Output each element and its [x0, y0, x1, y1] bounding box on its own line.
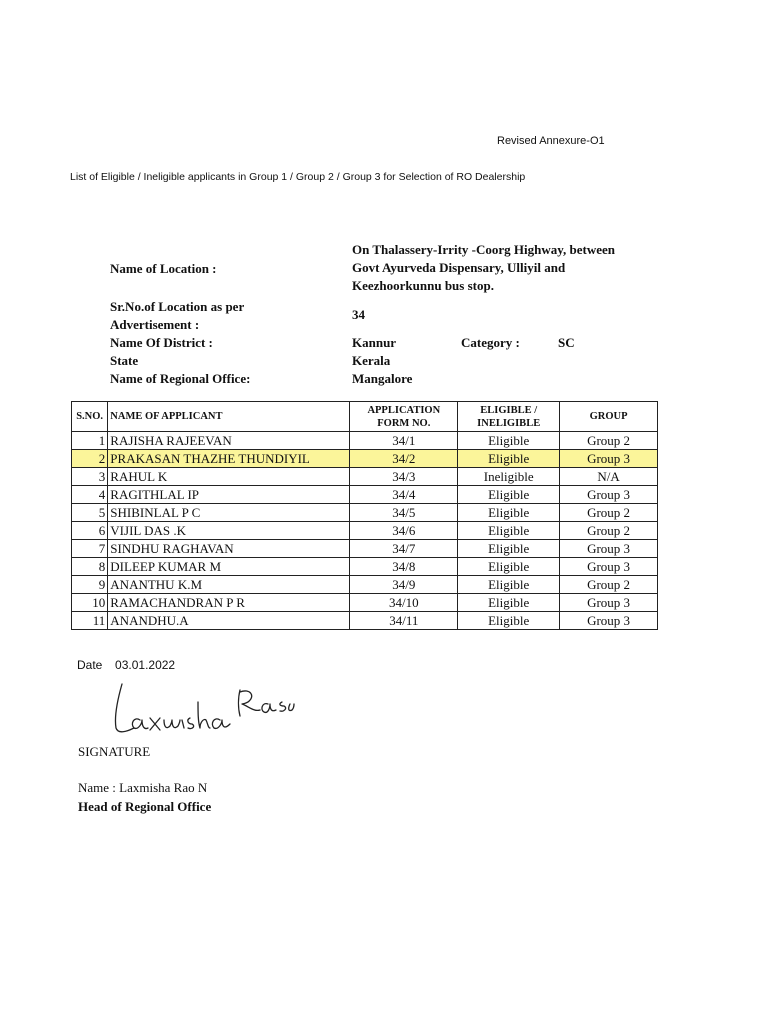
location-value-line: Govt Ayurveda Dispensary, Ulliyil and	[352, 260, 566, 275]
cell-name: VIJIL DAS .K	[108, 522, 350, 540]
srno-label	[110, 298, 244, 334]
state-value: Kerala	[352, 353, 391, 368]
cell-group: Group 3	[560, 612, 658, 630]
cell-group: Group 3	[560, 450, 658, 468]
col-header-eligibility	[458, 402, 560, 432]
col-header-sno: S.NO.	[72, 402, 108, 432]
location-value-line: Keezhoorkunnu bus stop.	[352, 278, 494, 293]
state-label: State	[110, 353, 139, 368]
regional-office-value: Mangalore	[352, 371, 413, 386]
cell-group: Group 3	[560, 594, 658, 612]
col-header-form	[350, 402, 458, 432]
cell-form-no: 34/6	[350, 522, 458, 540]
table-row	[72, 558, 658, 576]
cell-form-no: 34/11	[350, 612, 458, 630]
signature-label: SIGNATURE	[78, 744, 151, 759]
cell-sno: 5	[72, 504, 108, 522]
table-row	[72, 594, 658, 612]
table-row	[72, 432, 658, 450]
location-label: Name of Location :	[110, 261, 217, 276]
cell-form-no: 34/9	[350, 576, 458, 594]
cell-sno: 2	[72, 450, 108, 468]
cell-form-no: 34/5	[350, 504, 458, 522]
annexure-label: Revised Annexure-O1	[497, 135, 605, 147]
cell-form-no: 34/7	[350, 540, 458, 558]
signatory-designation: Head of Regional Office	[78, 799, 212, 814]
cell-form-no: 34/1	[350, 432, 458, 450]
cell-group: Group 2	[560, 522, 658, 540]
cell-sno: 1	[72, 432, 108, 450]
cell-status: Eligible	[458, 522, 560, 540]
category-label: Category :	[461, 335, 520, 350]
location-value	[352, 241, 615, 295]
table-row	[72, 576, 658, 594]
cell-name: DILEEP KUMAR M	[108, 558, 350, 576]
cell-name: ANANTHU K.M	[108, 576, 350, 594]
col-header-form-line: APPLICATION	[367, 404, 441, 416]
table-row	[72, 540, 658, 558]
cell-status: Eligible	[458, 486, 560, 504]
cell-name: RAGITHLAL IP	[108, 486, 350, 504]
category-value: SC	[558, 335, 575, 350]
cell-form-no: 34/2	[350, 450, 458, 468]
cell-status: Eligible	[458, 504, 560, 522]
table-row	[72, 522, 658, 540]
cell-name: RAJISHA RAJEEVAN	[108, 432, 350, 450]
cell-status: Eligible	[458, 540, 560, 558]
cell-sno: 11	[72, 612, 108, 630]
table-row-highlighted	[72, 450, 658, 468]
handwritten-signature	[108, 676, 298, 742]
location-value-line: On Thalassery-Irrity -Coorg Highway, between	[352, 242, 615, 257]
srno-label-line: Sr.No.of Location as per	[110, 299, 245, 314]
table-row	[72, 504, 658, 522]
signatory-name: Name : Laxmisha Rao N	[78, 780, 208, 795]
cell-name: RAMACHANDRAN P R	[108, 594, 350, 612]
date-line	[77, 658, 175, 672]
table-row	[72, 486, 658, 504]
district-value: Kannur	[352, 335, 397, 350]
col-header-form-line: FORM NO.	[377, 417, 431, 429]
district-label: Name Of District :	[110, 335, 213, 350]
cell-status: Eligible	[458, 594, 560, 612]
cell-group: N/A	[560, 468, 658, 486]
applicants-table	[71, 401, 658, 630]
cell-name: SHIBINLAL P C	[108, 504, 350, 522]
cell-sno: 10	[72, 594, 108, 612]
srno-label-line: Advertisement :	[110, 317, 200, 332]
cell-status: Eligible	[458, 612, 560, 630]
cell-sno: 7	[72, 540, 108, 558]
table-row	[72, 468, 658, 486]
cell-sno: 8	[72, 558, 108, 576]
cell-group: Group 3	[560, 558, 658, 576]
cell-sno: 9	[72, 576, 108, 594]
cell-sno: 4	[72, 486, 108, 504]
cell-sno: 6	[72, 522, 108, 540]
cell-sno: 3	[72, 468, 108, 486]
cell-form-no: 34/10	[350, 594, 458, 612]
col-header-name: NAME OF APPLICANT	[108, 402, 350, 432]
cell-status: Eligible	[458, 576, 560, 594]
cell-name: ANANDHU.A	[108, 612, 350, 630]
cell-form-no: 34/8	[350, 558, 458, 576]
table-row	[72, 612, 658, 630]
table-header-row	[72, 402, 658, 432]
cell-group: Group 2	[560, 504, 658, 522]
cell-name: SINDHU RAGHAVAN	[108, 540, 350, 558]
cell-status: Ineligible	[458, 468, 560, 486]
cell-group: Group 3	[560, 540, 658, 558]
col-header-group: GROUP	[560, 402, 658, 432]
cell-status: Eligible	[458, 558, 560, 576]
cell-group: Group 2	[560, 432, 658, 450]
date-value: 03.01.2022	[115, 658, 176, 672]
cell-form-no: 34/4	[350, 486, 458, 504]
cell-name: RAHUL K	[108, 468, 350, 486]
cell-group: Group 2	[560, 576, 658, 594]
cell-status: Eligible	[458, 432, 560, 450]
regional-office-label: Name of Regional Office:	[110, 371, 251, 386]
cell-status: Eligible	[458, 450, 560, 468]
cell-form-no: 34/3	[350, 468, 458, 486]
date-label: Date	[77, 658, 103, 672]
srno-value: 34	[352, 307, 365, 322]
col-header-elig-line: INELIGIBLE	[477, 417, 541, 429]
col-header-elig-line: ELIGIBLE /	[480, 404, 538, 416]
document-title: List of Eligible / Ineligible applicants in Group 1 / Group 2 / Group 3 for Selection of RO Dealership	[70, 171, 526, 183]
cell-group: Group 3	[560, 486, 658, 504]
cell-name: PRAKASAN THAZHE THUNDIYIL	[108, 450, 350, 468]
